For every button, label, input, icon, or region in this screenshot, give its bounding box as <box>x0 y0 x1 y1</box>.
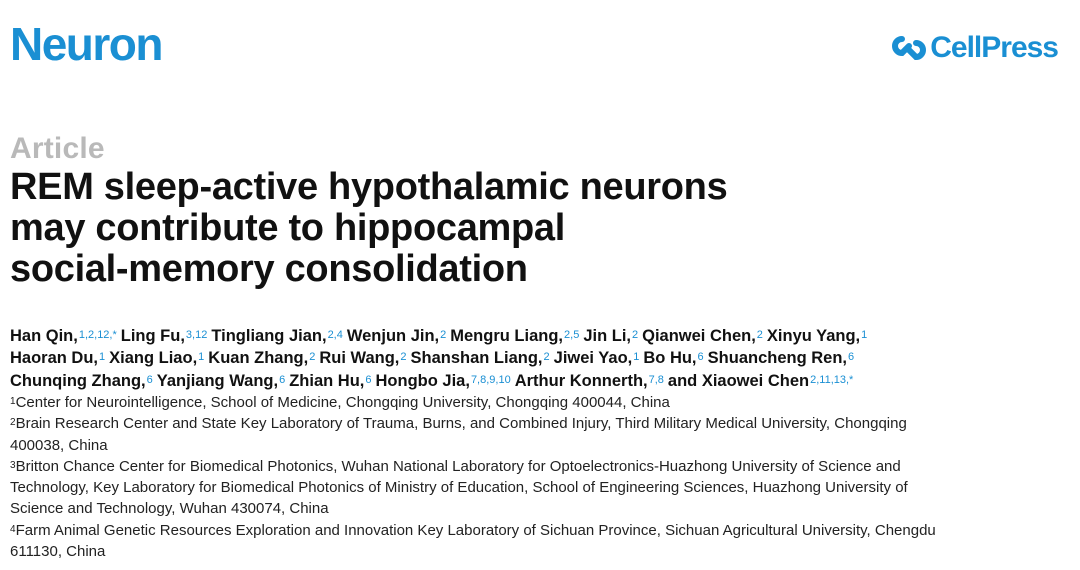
author-name: Kuan Zhang, <box>208 349 309 368</box>
author-affiliation-marker[interactable]: 2 <box>309 351 316 364</box>
author[interactable] <box>376 372 511 390</box>
author[interactable] <box>554 349 640 367</box>
affiliation <box>10 413 1075 456</box>
author-affiliation-marker[interactable]: 1 <box>861 329 868 341</box>
author[interactable] <box>289 372 371 390</box>
affiliation-list <box>10 392 1075 562</box>
author[interactable] <box>708 349 854 367</box>
author[interactable] <box>319 349 406 367</box>
article-title <box>10 167 1070 290</box>
author-affiliation-marker[interactable]: 1 <box>99 351 106 364</box>
author-affiliation-marker[interactable]: 6 <box>279 373 286 386</box>
affiliation-text: 400038, China <box>10 436 108 454</box>
affiliation-text: Brain Research Center and State Key Laboratory of Trauma, Burns, and Combined Injury, Third Military Medical University, Chongqing <box>15 415 907 433</box>
affiliation-text: Britton Chance Center for Biomedical Photonics, Wuhan National Laboratory for Optoelectronics-Huazhong University of Science and <box>15 457 901 475</box>
author-affiliation-marker[interactable]: 7,8 <box>648 373 664 386</box>
author[interactable] <box>208 349 315 367</box>
author-name: Rui Wang, <box>319 349 400 368</box>
author-affiliation-marker[interactable]: 1 <box>633 351 640 364</box>
affiliation-text: Science and Technology, Wuhan 430074, China <box>10 500 329 518</box>
author-name: Arthur Konnerth, <box>514 371 648 390</box>
author-list <box>10 325 1075 392</box>
author-affiliation-marker[interactable]: 2,11,13,* <box>810 373 854 386</box>
affiliation-text: Technology, Key Laboratory for Biomedical Photonics of Ministry of Education, School of Engineering Sciences, Huazhong University of <box>10 479 908 497</box>
author[interactable] <box>10 372 153 390</box>
author[interactable] <box>121 327 208 345</box>
author-name: Jiwei Yao, <box>553 349 633 368</box>
author-name: Tingliang Jian, <box>211 327 327 345</box>
author-name: Mengru Liang, <box>450 327 564 345</box>
affiliation-number: 1 <box>10 396 16 407</box>
author-name: Qianwei Chen, <box>642 327 756 345</box>
author-name: and Xiaowei Chen <box>667 371 810 390</box>
author-affiliation-marker[interactable]: 2 <box>631 329 639 341</box>
author-name: Jin Li, <box>583 327 631 345</box>
affiliation-number: 2 <box>10 417 16 429</box>
affiliation-line <box>10 456 1075 477</box>
author[interactable] <box>411 349 550 367</box>
author-affiliation-marker[interactable]: 2,4 <box>327 329 343 341</box>
author-line <box>10 347 1075 369</box>
author-affiliation-marker[interactable]: 6 <box>697 351 704 364</box>
author[interactable] <box>668 372 853 390</box>
author-name: Zhian Hu, <box>289 371 365 390</box>
affiliation <box>10 456 1075 520</box>
affiliation-line <box>10 435 1075 456</box>
author[interactable] <box>450 327 579 345</box>
affiliation-number: 4 <box>10 523 16 535</box>
author-name: Haoran Du, <box>10 349 99 368</box>
author-affiliation-marker[interactable]: 6 <box>848 351 855 364</box>
affiliation <box>10 520 1075 563</box>
affiliation-line <box>10 413 1075 434</box>
author-affiliation-marker[interactable]: 3,12 <box>185 329 208 341</box>
title-line: REM sleep-active hypothalamic neurons <box>10 166 728 208</box>
author-name: Yanjiang Wang, <box>156 371 279 390</box>
article-type-label: Article <box>10 132 105 165</box>
author-name: Xinyu Yang, <box>766 327 861 345</box>
author-affiliation-marker[interactable]: 2,5 <box>564 329 580 341</box>
author[interactable] <box>643 349 703 367</box>
author-affiliation-marker[interactable]: 2 <box>543 351 550 364</box>
author[interactable] <box>642 327 763 345</box>
author-name: Han Qin, <box>10 327 78 345</box>
affiliation-text: Center for Neurointelligence, School of Medicine, Chongqing University, Chongqing 400044, China <box>15 394 670 411</box>
author-affiliation-marker[interactable]: 6 <box>146 373 153 386</box>
author[interactable] <box>767 327 867 345</box>
author-name: Shuancheng Ren, <box>707 349 848 368</box>
affiliation-line <box>10 520 1075 541</box>
author-name: Ling Fu, <box>120 327 185 345</box>
author-line <box>10 325 1075 347</box>
author-name: Wenjun Jin, <box>346 327 440 345</box>
affiliation-number: 3 <box>10 459 16 471</box>
author-name: Shanshan Liang, <box>410 349 543 368</box>
affiliation-line <box>10 477 1075 498</box>
affiliation-line <box>10 498 1075 519</box>
title-line: may contribute to hippocampal <box>10 207 566 249</box>
author-affiliation-marker[interactable]: 2 <box>440 329 447 341</box>
author[interactable] <box>109 349 204 367</box>
author-affiliation-marker[interactable]: 2 <box>400 351 407 364</box>
affiliation-text: Farm Animal Genetic Resources Exploration and Innovation Key Laboratory of Sichuan Province, Sichuan Agricultural University, Chengdu <box>15 521 936 539</box>
author[interactable] <box>10 349 105 367</box>
author-affiliation-marker[interactable]: 7,8,9,10 <box>470 373 511 386</box>
author[interactable] <box>515 372 664 390</box>
affiliation-text: 611130, China <box>10 543 106 561</box>
affiliation <box>10 392 1075 413</box>
author-name: Bo Hu, <box>643 349 697 368</box>
author[interactable] <box>157 372 285 390</box>
author-affiliation-marker[interactable]: 2 <box>756 329 763 341</box>
publisher-branding <box>892 30 1058 66</box>
author-affiliation-marker[interactable]: 1 <box>198 351 205 364</box>
author[interactable] <box>10 327 117 345</box>
cellpress-logo-icon <box>892 31 926 65</box>
affiliation-line <box>10 392 1075 413</box>
author-line <box>10 370 1075 392</box>
author[interactable] <box>211 327 343 345</box>
author[interactable] <box>347 327 446 345</box>
author-affiliation-marker[interactable]: 1,2,12,* <box>78 329 117 341</box>
author[interactable] <box>583 327 638 345</box>
journal-name: Neuron <box>10 18 162 70</box>
publisher-name: CellPress <box>930 31 1058 64</box>
author-affiliation-marker[interactable]: 6 <box>365 373 372 386</box>
author-name: Hongbo Jia, <box>375 371 470 390</box>
title-line: social-memory consolidation <box>10 248 528 290</box>
affiliation-line <box>10 541 1075 562</box>
author-name: Chunqing Zhang, <box>10 371 146 390</box>
author-name: Xiang Liao, <box>109 349 198 368</box>
